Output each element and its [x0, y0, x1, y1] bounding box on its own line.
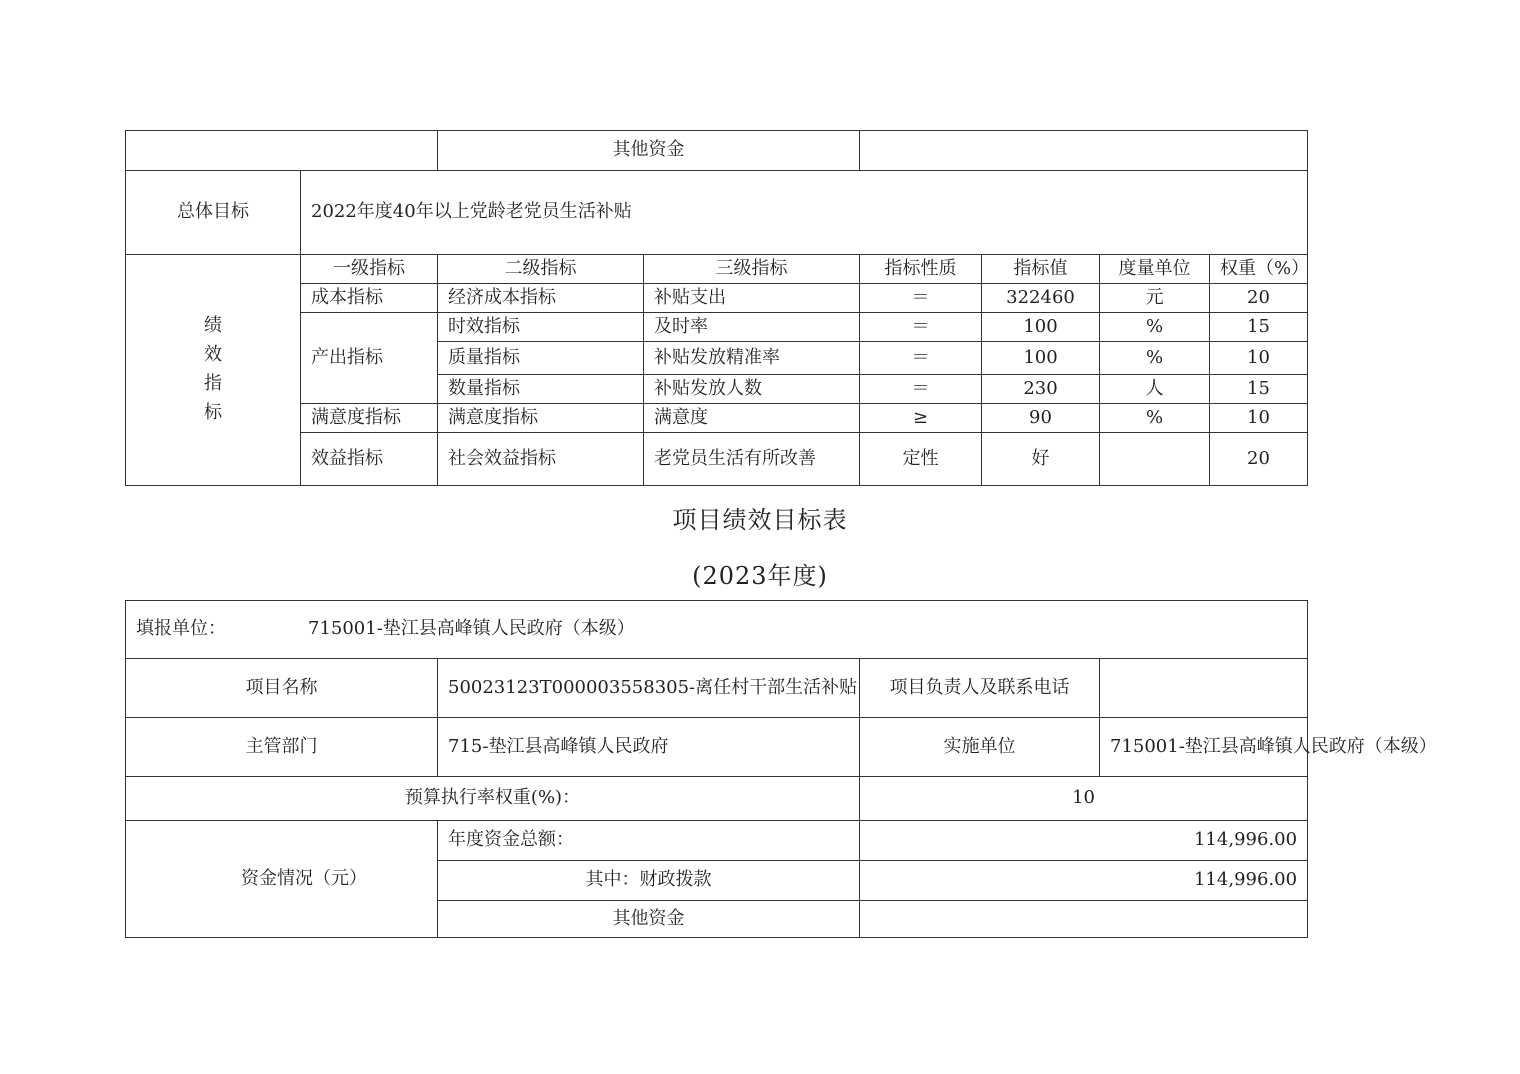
- value-cell: 230: [982, 375, 1100, 404]
- project-name-value: 50023123T000003558305-离任村干部生活补贴: [438, 659, 860, 718]
- weight-cell: 15: [1210, 313, 1308, 342]
- reporting-unit-row: [126, 601, 1308, 659]
- level3-cell: 补贴支出: [644, 284, 860, 313]
- level2-cell: 社会效益指标: [438, 433, 644, 486]
- table-row: [126, 284, 1308, 313]
- level1-cell: 满意度指标: [301, 404, 438, 433]
- nature-cell: ＝: [860, 375, 982, 404]
- unit-cell: %: [1100, 342, 1210, 375]
- annual-total-value: 114,996.00: [860, 821, 1308, 861]
- reporting-unit-label: 填报单位：: [136, 618, 226, 640]
- unit-cell: %: [1100, 313, 1210, 342]
- level2-cell: 数量指标: [438, 375, 644, 404]
- unit-cell: 人: [1100, 375, 1210, 404]
- weight-cell: 20: [1210, 433, 1308, 486]
- level1-cell: 效益指标: [301, 433, 438, 486]
- department-value: 715-垫江县高峰镇人民政府: [438, 718, 860, 777]
- level1-cell: 成本指标: [301, 284, 438, 313]
- reporting-unit-value: 715001-垫江县高峰镇人民政府（本级）: [308, 618, 635, 640]
- value-cell: 100: [982, 342, 1100, 375]
- value-cell: 100: [982, 313, 1100, 342]
- performance-table-2022: [125, 130, 1308, 486]
- weight-cell: 10: [1210, 404, 1308, 433]
- budget-rate-value: 10: [860, 777, 1308, 821]
- weight-cell: 20: [1210, 284, 1308, 313]
- other-funds-label: 其他资金: [438, 131, 860, 171]
- level3-cell: 老党员生活有所改善: [644, 433, 860, 486]
- table-row: [126, 433, 1308, 486]
- nature-cell: 定性: [860, 433, 982, 486]
- level3-cell: 补贴发放精准率: [644, 342, 860, 375]
- implementing-unit-label: 实施单位: [860, 718, 1100, 777]
- weight-cell: 15: [1210, 375, 1308, 404]
- unit-cell: 元: [1100, 284, 1210, 313]
- level2-cell: 质量指标: [438, 342, 644, 375]
- other-funds-value: [860, 131, 1308, 171]
- performance-indicator-label: 绩效指标: [126, 255, 301, 486]
- contact-value: [1100, 659, 1308, 718]
- annual-total-label: 年度资金总额：: [438, 821, 860, 861]
- unit-cell: %: [1100, 404, 1210, 433]
- header-weight: 权重（%）: [1210, 255, 1308, 284]
- header-level3: 三级指标: [644, 255, 860, 284]
- other-funds-value: [860, 901, 1308, 938]
- project-name-label: 项目名称: [126, 659, 438, 718]
- table-row: [126, 313, 1308, 342]
- unit-cell: [1100, 433, 1210, 486]
- value-cell: 90: [982, 404, 1100, 433]
- weight-cell: 10: [1210, 342, 1308, 375]
- fiscal-allocation-label: 其中：财政拨款: [438, 861, 860, 901]
- level2-cell: 满意度指标: [438, 404, 644, 433]
- level2-cell: 时效指标: [438, 313, 644, 342]
- contact-label: 项目负责人及联系电话: [860, 659, 1100, 718]
- nature-cell: ＝: [860, 342, 982, 375]
- fiscal-allocation-value: 114,996.00: [860, 861, 1308, 901]
- budget-rate-label: 预算执行率权重(%)：: [126, 777, 860, 821]
- nature-cell: ＝: [860, 313, 982, 342]
- level1-cell: 产出指标: [301, 313, 438, 404]
- nature-cell: ≥: [860, 404, 982, 433]
- level3-cell: 及时率: [644, 313, 860, 342]
- table-row: [126, 404, 1308, 433]
- header-value: 指标值: [982, 255, 1100, 284]
- overall-goal-label: 总体目标: [126, 171, 301, 255]
- other-funds-label: 其他资金: [438, 901, 860, 938]
- level3-cell: 补贴发放人数: [644, 375, 860, 404]
- implementing-unit-value: 715001-垫江县高峰镇人民政府（本级）: [1100, 718, 1308, 777]
- nature-cell: ＝: [860, 284, 982, 313]
- department-label: 主管部门: [126, 718, 438, 777]
- page-title: 项目绩效目标表: [672, 506, 848, 534]
- header-nature: 指标性质: [860, 255, 982, 284]
- level3-cell: 满意度: [644, 404, 860, 433]
- page-subtitle: (2023年度): [692, 562, 828, 590]
- level2-cell: 经济成本指标: [438, 284, 644, 313]
- overall-goal-value: 2022年度40年以上党龄老党员生活补贴: [301, 171, 1308, 255]
- header-level1: 一级指标: [301, 255, 438, 284]
- value-cell: 好: [982, 433, 1100, 486]
- project-info-table-2023: [125, 600, 1437, 938]
- header-unit: 度量单位: [1100, 255, 1210, 284]
- empty-cell: [126, 131, 438, 171]
- header-level2: 二级指标: [438, 255, 644, 284]
- value-cell: 322460: [982, 284, 1100, 313]
- funds-label: 资金情况（元）: [126, 821, 438, 938]
